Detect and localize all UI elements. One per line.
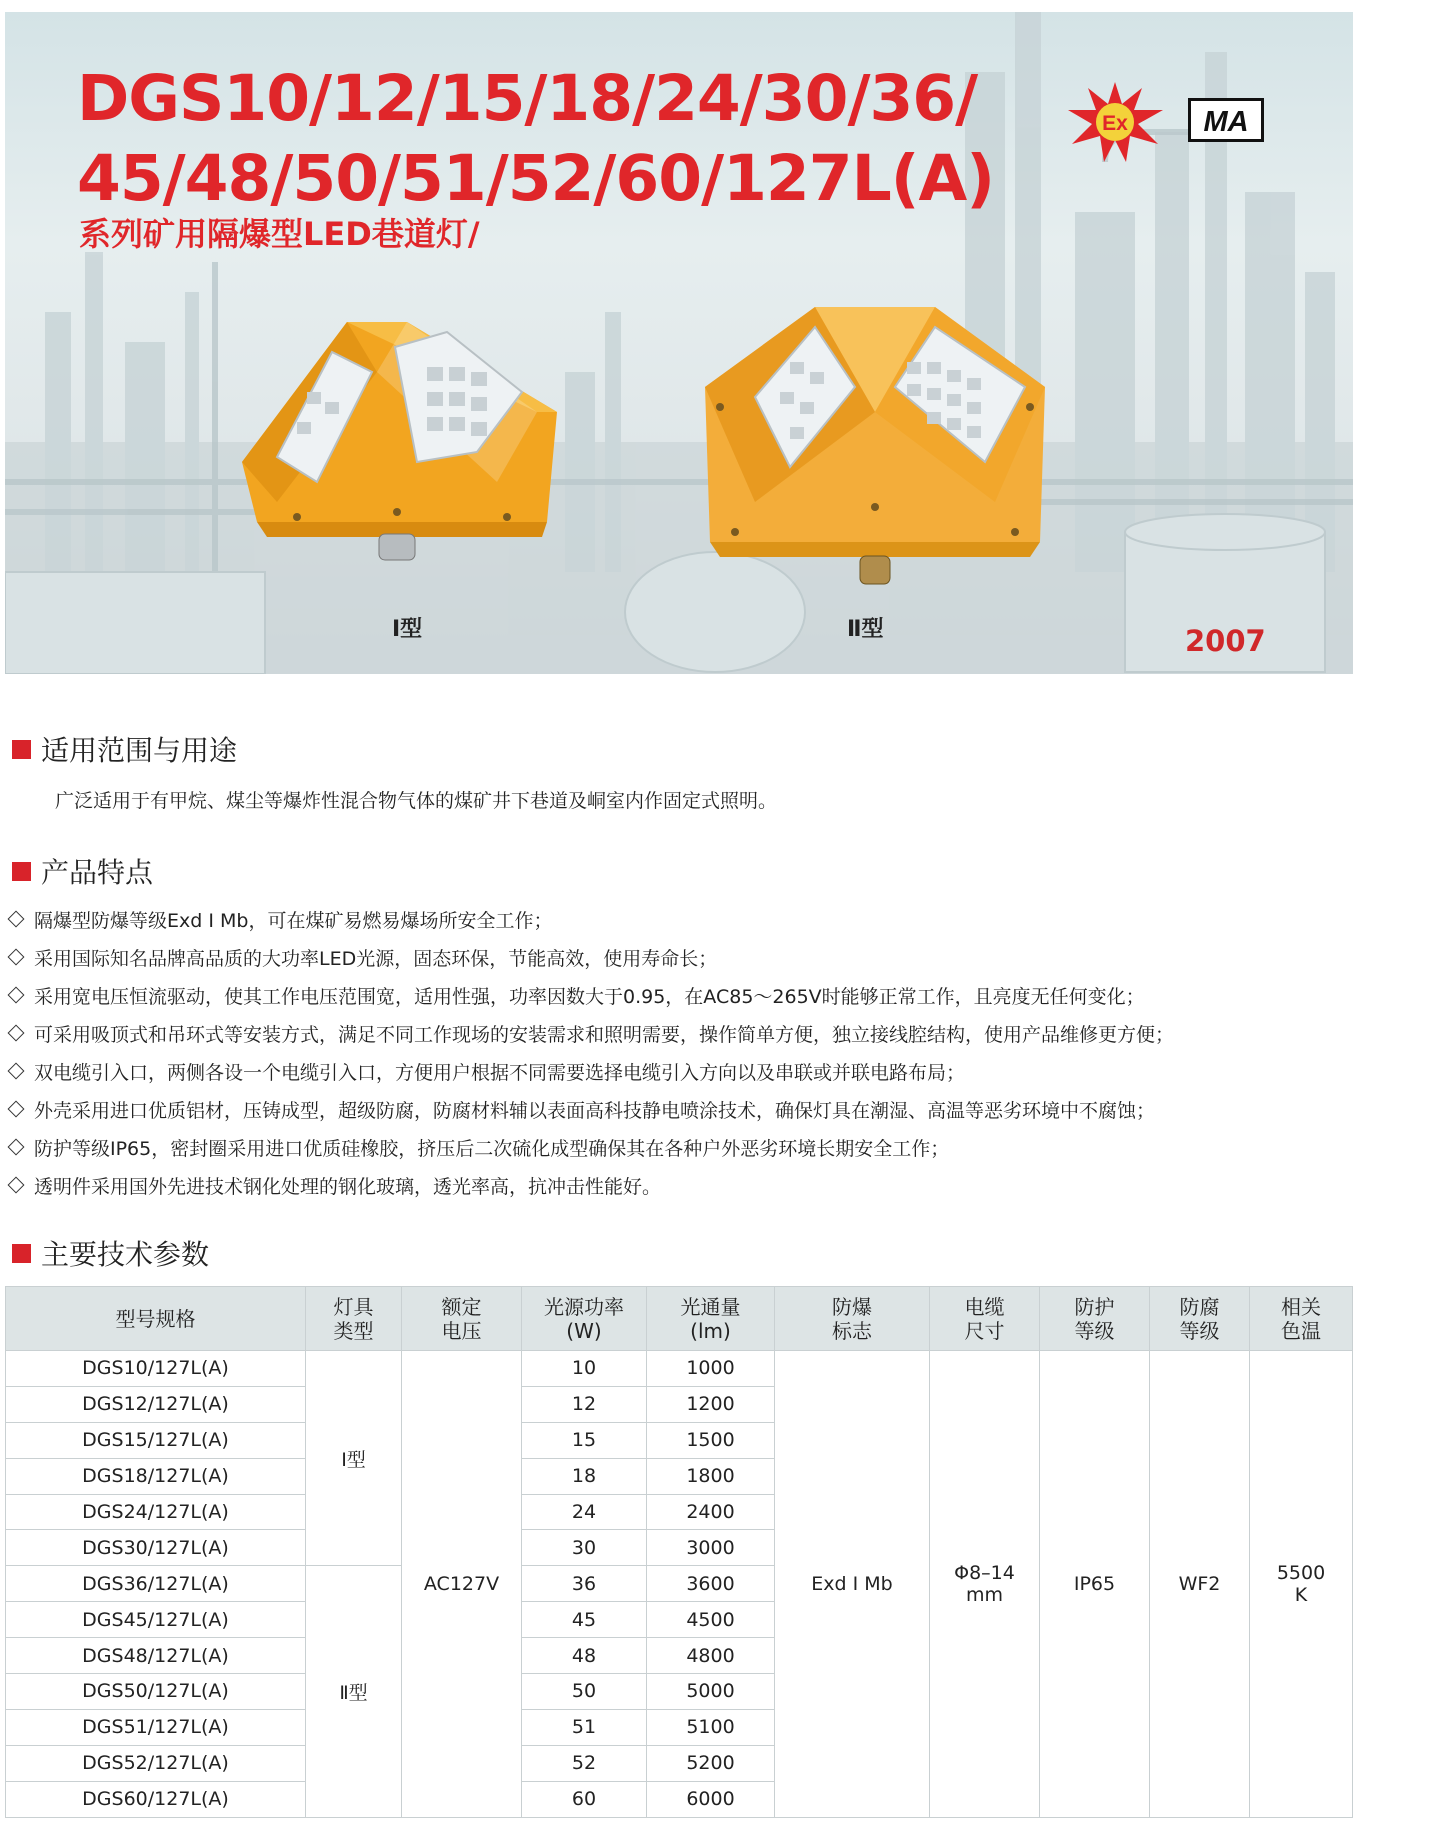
model-cell: DGS48/127L(A) [6,1638,306,1674]
feature-text: 防护等级IP65，密封圈采用进口优质硅橡胶，挤压后二次硫化成型确保其在各种户外恶劣环境长期安全工作； [34,1137,950,1160]
model-cell: DGS10/127L(A) [6,1351,306,1387]
model-cell: DGS30/127L(A) [6,1530,306,1566]
diamond-bullet-icon [8,1177,25,1194]
ex-logo-text: Ex [1102,112,1128,135]
header-power: 光源功率 (W) [522,1287,647,1351]
feature-text: 外壳采用进口优质铝材，压铸成型，超级防腐，防腐材料辅以表面高科技静电喷涂技术，确保灯具在潮湿、高温等恶劣环境中不腐蚀； [34,1099,1156,1122]
power-cell: 51 [522,1709,647,1745]
power-cell: 15 [522,1422,647,1458]
diamond-bullet-icon [8,949,25,966]
section-heading-usage-text: 适用范围与用途 [41,734,238,767]
model-cell: DGS50/127L(A) [6,1674,306,1710]
features-list [6,900,1426,1204]
feature-text: 采用国际知名品牌高品质的大功率LED光源，固态环保，节能高效，使用寿命长； [34,947,718,970]
flux-cell: 1500 [647,1422,775,1458]
diamond-bullet-icon [8,1025,25,1042]
technical-parameters-table [5,1286,1353,1818]
flux-cell: 5200 [647,1745,775,1781]
flux-cell: 1000 [647,1351,775,1387]
table-header-row [6,1287,1353,1351]
lamp-type-2-image [695,302,1055,592]
feature-item [6,1090,1426,1128]
voltage-cell: AC127V [402,1351,522,1818]
power-cell: 10 [522,1351,647,1387]
model-cell: DGS18/127L(A) [6,1458,306,1494]
ma-safety-mark-logo [1188,98,1264,142]
power-cell: 24 [522,1494,647,1530]
model-cell: DGS45/127L(A) [6,1602,306,1638]
flux-cell: 1800 [647,1458,775,1494]
model-cell: DGS52/127L(A) [6,1745,306,1781]
flux-cell: 5100 [647,1709,775,1745]
power-cell: 36 [522,1566,647,1602]
square-bullet-icon [12,740,31,759]
flux-cell: 5000 [647,1674,775,1710]
model-cell: DGS12/127L(A) [6,1386,306,1422]
header-color-temperature: 相关 色温 [1250,1287,1353,1351]
catalog-year: 2007 [1185,624,1266,658]
header-lamp-type: 灯具 类型 [306,1287,402,1351]
power-cell: 48 [522,1638,647,1674]
feature-text: 透明件采用国外先进技术钢化处理的钢化玻璃，透光率高，抗冲击性能好。 [34,1175,662,1198]
header-ip-rating: 防护 等级 [1040,1287,1150,1351]
cable-size-cell: Φ8–14 mm [930,1351,1040,1818]
lamp-type-1-label: Ⅰ型 [392,617,423,642]
power-cell: 45 [522,1602,647,1638]
lamp-type-cell: Ⅱ型 [306,1566,402,1817]
model-cell: DGS60/127L(A) [6,1781,306,1817]
lamp-type-1-image [237,312,567,562]
feature-text: 隔爆型防爆等级Exd Ⅰ Mb，可在煤矿易燃易爆场所安全工作； [34,909,553,932]
feature-item [6,1014,1426,1052]
header-luminous-flux: 光通量 (lm) [647,1287,775,1351]
section-heading-features [12,851,153,891]
explosion-mark-cell: Exd Ⅰ Mb [775,1351,930,1818]
feature-text: 双电缆引入口，两侧各设一个电缆引入口，方便用户根据不同需要选择电缆引入方向以及串联或并联电路布局； [34,1061,966,1084]
power-cell: 60 [522,1781,647,1817]
table-row [6,1351,1353,1387]
ma-logo-text: MA [1203,106,1249,138]
square-bullet-icon [12,1244,31,1263]
feature-item [6,1128,1426,1166]
header-model: 型号规格 [6,1287,306,1351]
diamond-bullet-icon [8,1139,25,1156]
product-subtitle: 系列矿用隔爆型LED巷道灯/ [79,215,480,253]
model-cell: DGS36/127L(A) [6,1566,306,1602]
header-cable-size: 电缆 尺寸 [930,1287,1040,1351]
lamp-type-2-label: Ⅱ型 [847,617,884,642]
feature-item [6,976,1426,1014]
section-heading-params-text: 主要技术参数 [41,1238,210,1271]
feature-item [6,938,1426,976]
flux-cell: 1200 [647,1386,775,1422]
product-title-line-1: DGS10/12/15/18/24/30/36/ [77,62,978,135]
section-heading-params [12,1233,209,1273]
power-cell: 52 [522,1745,647,1781]
header-rated-voltage: 额定 电压 [402,1287,522,1351]
header-explosion-mark: 防爆 标志 [775,1287,930,1351]
ip-rating-cell: IP65 [1040,1351,1150,1818]
model-cell: DGS51/127L(A) [6,1709,306,1745]
flux-cell: 2400 [647,1494,775,1530]
flux-cell: 4500 [647,1602,775,1638]
feature-text: 采用宽电压恒流驱动，使其工作电压范围宽，适用性强，功率因数大于0.95，在AC85～265V时能够正常工作，且亮度无任何变化； [34,985,1145,1008]
square-bullet-icon [12,862,31,881]
power-cell: 50 [522,1674,647,1710]
flux-cell: 3000 [647,1530,775,1566]
diamond-bullet-icon [8,1063,25,1080]
ex-explosion-proof-logo [1068,82,1163,162]
color-temperature-cell: 5500 K [1250,1351,1353,1818]
flux-cell: 3600 [647,1566,775,1602]
product-title-line-2: 45/48/50/51/52/60/127L(A) [77,142,995,215]
flux-cell: 6000 [647,1781,775,1817]
flux-cell: 4800 [647,1638,775,1674]
diamond-bullet-icon [8,911,25,928]
power-cell: 30 [522,1530,647,1566]
model-cell: DGS24/127L(A) [6,1494,306,1530]
feature-item [6,900,1426,938]
section-heading-features-text: 产品特点 [41,856,154,889]
power-cell: 12 [522,1386,647,1422]
section-heading-usage [12,729,237,769]
product-banner [5,12,1353,674]
diamond-bullet-icon [8,1101,25,1118]
lamp-type-cell: Ⅰ型 [306,1351,402,1566]
diamond-bullet-icon [8,987,25,1004]
model-cell: DGS15/127L(A) [6,1422,306,1458]
corrosion-grade-cell: WF2 [1150,1351,1250,1818]
power-cell: 18 [522,1458,647,1494]
header-corrosion-grade: 防腐 等级 [1150,1287,1250,1351]
usage-description: 广泛适用于有甲烷、煤尘等爆炸性混合物气体的煤矿井下巷道及峒室内作固定式照明。 [55,790,778,812]
feature-item [6,1166,1426,1204]
feature-text: 可采用吸顶式和吊环式等安装方式，满足不同工作现场的安装需求和照明需要，操作简单方便，独立接线腔结构，使用产品维修更方便； [34,1023,1175,1046]
feature-item [6,1052,1426,1090]
